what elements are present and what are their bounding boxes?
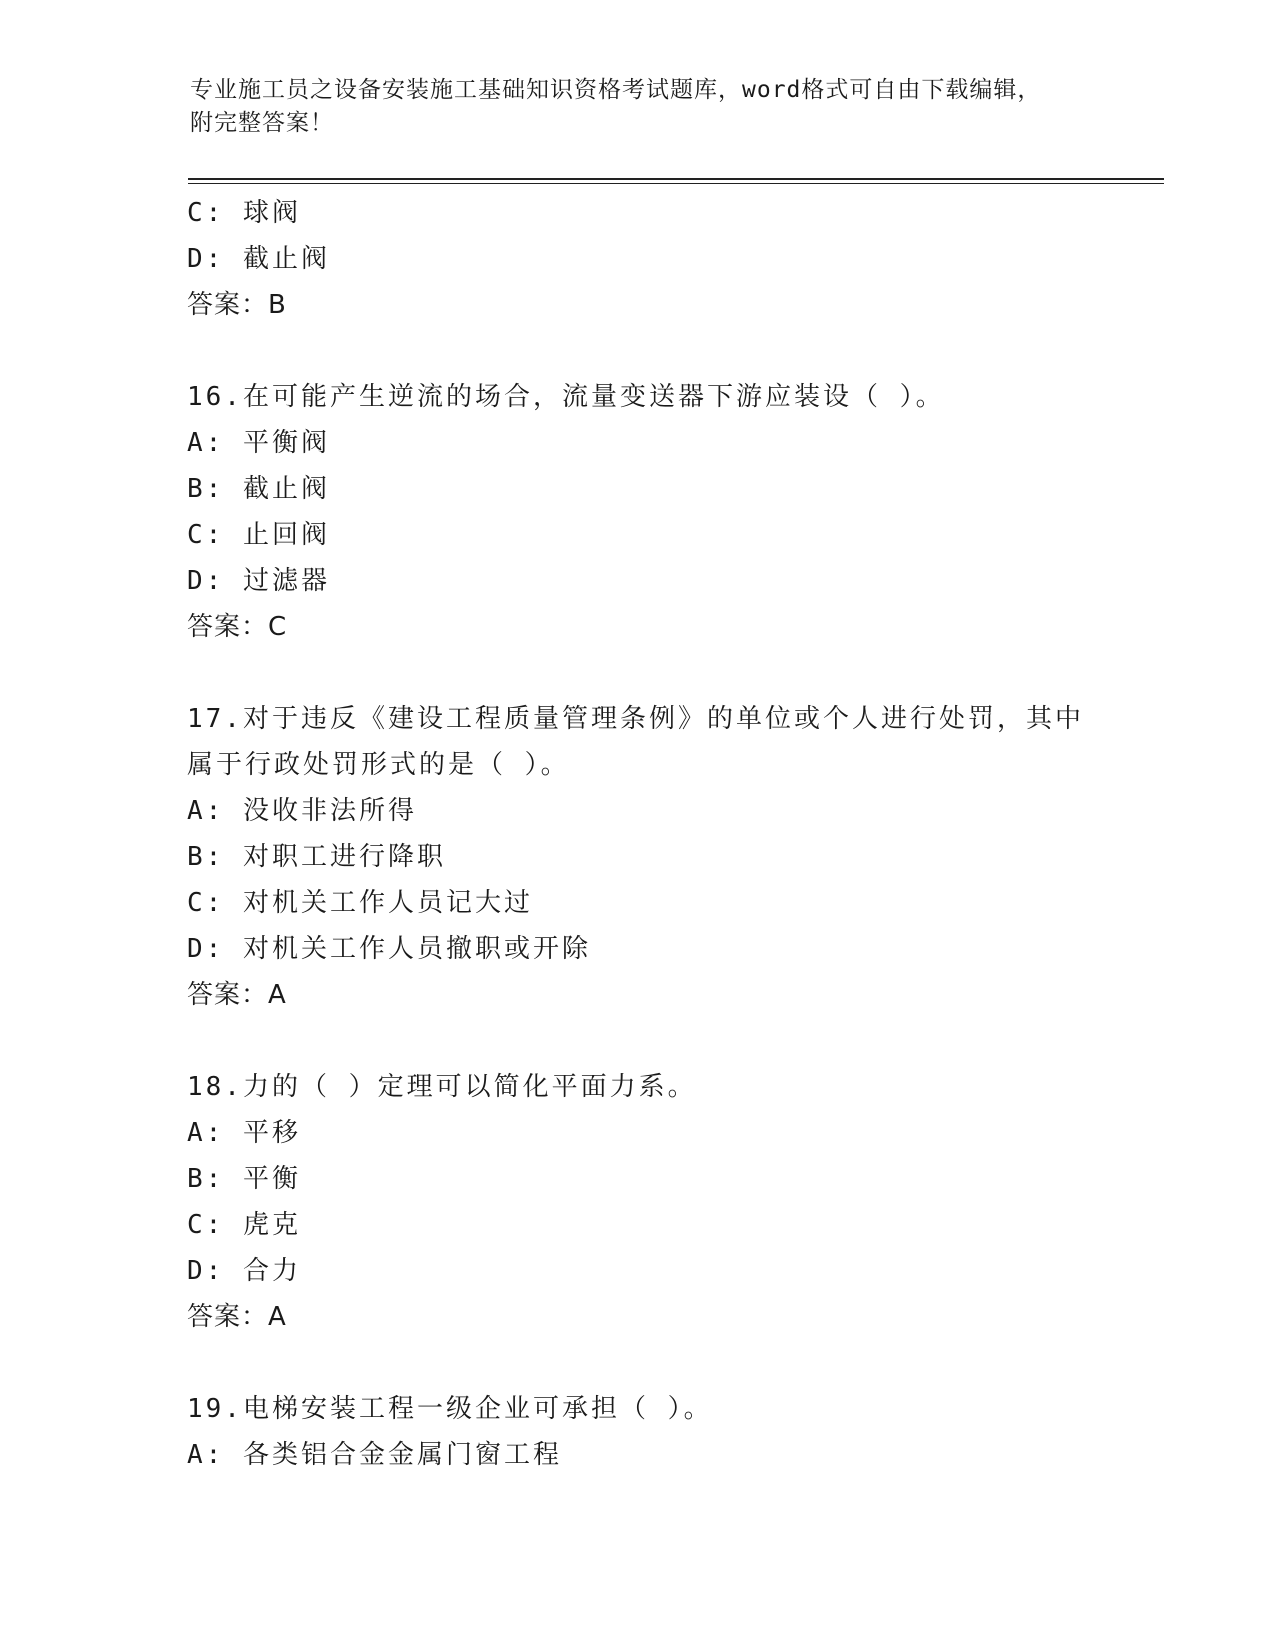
option-d: D: 对机关工作人员撤职或开除 [187, 934, 591, 964]
option-b: B: 平衡 [187, 1164, 301, 1194]
spacer [187, 650, 1147, 696]
answer: 答案：C [187, 612, 288, 642]
option-b: B: 截止阀 [187, 474, 330, 504]
option-a: A: 各类铝合金金属门窗工程 [187, 1440, 562, 1470]
question-19-text: 19.电梯安装工程一级企业可承担（ ）。 [187, 1394, 713, 1424]
option-c: C: 虎克 [187, 1210, 301, 1240]
question-18-text: 18.力的（ ）定理可以简化平面力系。 [187, 1072, 697, 1102]
header-divider-thin [188, 183, 1164, 184]
document-header [190, 74, 1090, 140]
answer: 答案：A [187, 1302, 287, 1332]
option-d: D: 截止阀 [187, 244, 330, 274]
spacer [187, 1340, 1147, 1386]
answer: 答案：B [187, 290, 287, 320]
question-17-text-line-2: 属于行政处罚形式的是（ ）。 [187, 750, 570, 780]
question-17-text-line-1: 17.对于违反《建设工程质量管理条例》的单位或个人进行处罚，其中 [187, 704, 1084, 734]
option-c: C: 对机关工作人员记大过 [187, 888, 533, 918]
option-a: A: 平移 [187, 1118, 301, 1148]
header-divider-thick [188, 178, 1164, 180]
question-16-text: 16.在可能产生逆流的场合，流量变送器下游应装设（ ）。 [187, 382, 945, 412]
option-b: B: 对职工进行降职 [187, 842, 446, 872]
option-a: A: 没收非法所得 [187, 796, 417, 826]
option-c: C: 止回阀 [187, 520, 330, 550]
spacer [187, 1018, 1147, 1064]
spacer [187, 328, 1147, 374]
answer: 答案：A [187, 980, 287, 1010]
option-a: A: 平衡阀 [187, 428, 330, 458]
option-c: C: 球阀 [187, 198, 301, 228]
option-d: D: 过滤器 [187, 566, 330, 596]
option-d: D: 合力 [187, 1256, 301, 1286]
header-line-1: 专业施工员之设备安装施工基础知识资格考试题库，word格式可自由下载编辑， [190, 77, 1042, 103]
header-line-2: 附完整答案！ [190, 110, 334, 136]
question-list [187, 190, 1147, 1478]
